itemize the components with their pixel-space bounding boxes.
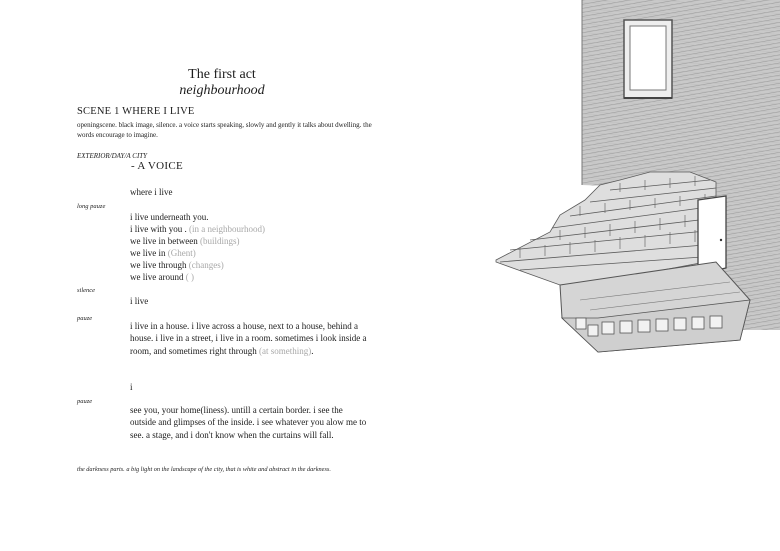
line-text: we live around <box>130 272 184 282</box>
aside-text: (Ghent) <box>167 248 196 258</box>
line-through <box>130 259 224 271</box>
cue-silence: silence <box>77 287 96 294</box>
line-text: we live through <box>130 260 187 270</box>
line-around <box>130 271 194 283</box>
line-i-live: i live <box>130 296 149 306</box>
footer-note: the darkness parts. a big light on the landscape of the city, that is white and abstract in the darkness. <box>77 466 331 473</box>
line-with-you <box>130 223 265 235</box>
line-text: we live in between <box>130 236 198 246</box>
aside-text: (changes) <box>188 260 224 270</box>
scene-heading: SCENE 1 WHERE I LIVE <box>77 106 195 117</box>
aside-text: ( ) <box>185 272 194 282</box>
line-live-in <box>130 247 196 259</box>
line-i: i <box>130 382 133 392</box>
act-subtitle: neighbourhood <box>179 83 265 98</box>
paragraph-text: i live in a house. i live across a house, next to a house, behind a house. i live in a street, i live in a room. sometimes i look inside a room, and sometimes right through <box>130 321 367 356</box>
act-title: The first act <box>188 67 256 82</box>
paragraph-see-you: see you, your home(liness). untill a certain border. i see the outside and glimpses of the inside. i see whatever you alow me to see. a stage, and i don't know when the curtains will fall. <box>130 405 367 440</box>
building-sketch <box>490 0 780 360</box>
setting-line: EXTERIOR/DAY/A CITY <box>77 152 148 160</box>
line-underneath: i live underneath you. <box>130 212 209 222</box>
aside-text: (buildings) <box>199 236 240 246</box>
speaker-name: - A VOICE <box>131 160 184 172</box>
cue-long-pause: long pauze <box>77 203 106 210</box>
paragraph-house <box>130 320 370 357</box>
paragraph-end: . <box>311 345 314 356</box>
aside-text: (in a neighbourhood) <box>189 224 265 234</box>
line-text: we live in <box>130 248 166 258</box>
line-between <box>130 235 239 247</box>
line-text: i live with you . <box>130 224 187 234</box>
scene-intro: openingscene. black image, silence. a voice starts speaking, slowly and gently it talks about dwelling. the words encourage to imagine. <box>77 121 372 139</box>
aside-text: (at something) <box>258 345 312 356</box>
line-where-i-live: where i live <box>130 187 173 197</box>
window <box>624 20 672 98</box>
cue-pause: pauze <box>77 315 93 322</box>
cue-pause: pauze <box>77 398 93 405</box>
